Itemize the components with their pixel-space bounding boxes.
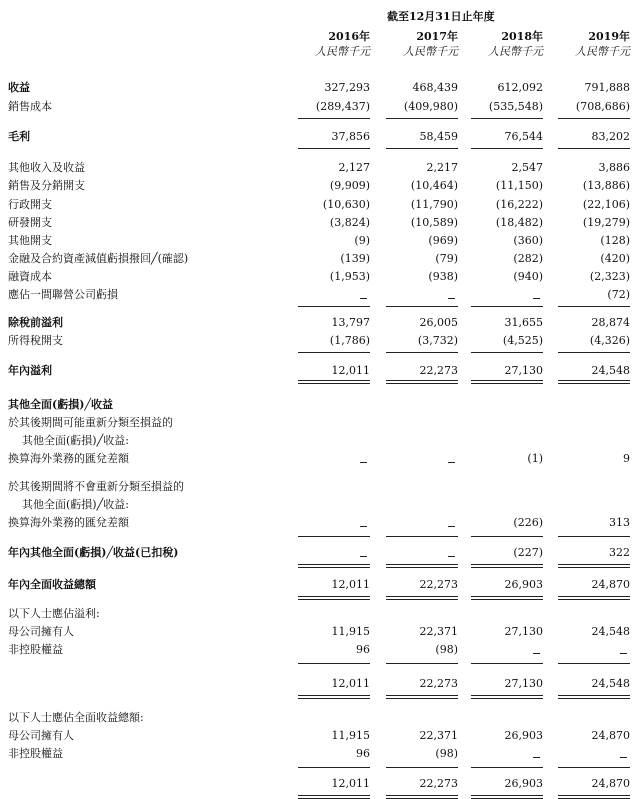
value-cell: 31,655: [504, 316, 543, 329]
double-rule: [386, 596, 458, 597]
double-rule: [386, 698, 458, 699]
value-cell: 27,130: [504, 677, 543, 690]
value-cell: (1,953): [329, 270, 370, 283]
single-rule: [298, 536, 370, 537]
single-rule: [471, 663, 543, 664]
row-label: 其他全面(虧損)╱收益:: [22, 498, 129, 511]
year-header: 2019年: [588, 30, 630, 43]
double-rule: [558, 383, 630, 384]
single-rule: [386, 148, 458, 149]
value-cell: (9,909): [329, 179, 370, 192]
period-caption: 截至12月31日止年度: [387, 10, 495, 23]
nil-dash: [448, 298, 455, 299]
row-label: 銷售及分銷開支: [8, 179, 85, 192]
double-rule: [471, 599, 543, 600]
value-cell: 24,870: [591, 777, 630, 790]
double-rule: [298, 698, 370, 699]
value-cell: (409,980): [403, 100, 458, 113]
value-cell: 58,459: [419, 130, 458, 143]
value-cell: (1,786): [329, 334, 370, 347]
double-rule: [386, 599, 458, 600]
year-header: 2018年: [501, 30, 543, 43]
value-cell: 24,870: [591, 578, 630, 591]
value-cell: 22,273: [419, 364, 458, 377]
value-cell: 12,011: [331, 578, 370, 591]
row-label: 其他全面(虧損)╱收益:: [22, 434, 129, 447]
single-rule: [471, 352, 543, 353]
value-cell: (19,279): [582, 216, 630, 229]
double-rule: [558, 564, 630, 565]
value-cell: (18,482): [495, 216, 543, 229]
double-rule: [298, 383, 370, 384]
double-rule: [386, 380, 458, 381]
single-rule: [386, 767, 458, 768]
value-cell: (360): [513, 234, 543, 247]
row-label: 行政開支: [8, 198, 52, 211]
value-cell: 3,886: [598, 161, 630, 174]
value-cell: (9): [354, 234, 370, 247]
value-cell: (3,732): [417, 334, 458, 347]
value-cell: (139): [340, 252, 370, 265]
value-cell: 2,547: [511, 161, 543, 174]
row-label: 以下人士應佔全面收益總額:: [8, 711, 144, 724]
value-cell: 468,439: [412, 81, 458, 94]
value-cell: 26,903: [504, 777, 543, 790]
double-rule: [558, 567, 630, 568]
double-rule: [386, 564, 458, 565]
double-rule: [471, 698, 543, 699]
value-cell: (708,686): [575, 100, 630, 113]
nil-dash: [448, 556, 455, 557]
unit-header: 人民幣千元: [315, 45, 370, 58]
single-rule: [298, 306, 370, 307]
value-cell: (128): [600, 234, 630, 247]
row-label: 年內其他全面(虧損)╱收益(已扣稅): [8, 546, 179, 559]
value-cell: (938): [428, 270, 458, 283]
value-cell: 791,888: [584, 81, 630, 94]
value-cell: (1): [527, 452, 543, 465]
value-cell: 26,903: [504, 578, 543, 591]
value-cell: 612,092: [497, 81, 543, 94]
value-cell: 22,273: [419, 677, 458, 690]
value-cell: 83,202: [591, 130, 630, 143]
double-rule: [471, 695, 543, 696]
nil-dash: [533, 298, 540, 299]
nil-dash: [360, 462, 367, 463]
double-rule: [386, 567, 458, 568]
value-cell: (289,437): [315, 100, 370, 113]
nil-dash: [360, 556, 367, 557]
value-cell: (535,548): [488, 100, 543, 113]
value-cell: (420): [600, 252, 630, 265]
single-rule: [386, 306, 458, 307]
value-cell: 22,371: [419, 729, 458, 742]
value-cell: 22,273: [419, 777, 458, 790]
value-cell: 9: [623, 452, 630, 465]
single-rule: [298, 663, 370, 664]
double-rule: [386, 795, 458, 796]
single-rule: [386, 352, 458, 353]
double-rule: [558, 695, 630, 696]
row-label: 除稅前溢利: [8, 316, 63, 329]
nil-dash: [620, 653, 627, 654]
value-cell: 24,548: [591, 677, 630, 690]
value-cell: 12,011: [331, 777, 370, 790]
double-rule: [386, 695, 458, 696]
row-label: 以下人士應佔溢利:: [8, 607, 100, 620]
row-label: 研發開支: [8, 216, 52, 229]
row-label: 所得稅開支: [8, 334, 63, 347]
double-rule: [558, 380, 630, 381]
single-rule: [471, 306, 543, 307]
row-label: 於其後期間可能重新分類至損益的: [8, 416, 173, 429]
nil-dash: [360, 298, 367, 299]
value-cell: 27,130: [504, 625, 543, 638]
single-rule: [471, 118, 543, 119]
row-label: 年內全面收益總額: [8, 578, 96, 591]
value-cell: 24,548: [591, 625, 630, 638]
value-cell: (79): [435, 252, 458, 265]
nil-dash: [360, 526, 367, 527]
value-cell: (4,525): [502, 334, 543, 347]
value-cell: (282): [513, 252, 543, 265]
value-cell: 322: [609, 546, 630, 559]
nil-dash: [620, 757, 627, 758]
year-header: 2016年: [328, 30, 370, 43]
nil-dash: [533, 757, 540, 758]
value-cell: (2,323): [589, 270, 630, 283]
double-rule: [558, 795, 630, 796]
value-cell: (98): [435, 747, 458, 760]
single-rule: [386, 536, 458, 537]
value-cell: 96: [356, 643, 370, 656]
value-cell: 96: [356, 747, 370, 760]
value-cell: (3,824): [329, 216, 370, 229]
year-header: 2017年: [416, 30, 458, 43]
value-cell: 37,856: [331, 130, 370, 143]
row-label: 非控股權益: [8, 747, 63, 760]
value-cell: (98): [435, 643, 458, 656]
row-label: 非控股權益: [8, 643, 63, 656]
single-rule: [298, 148, 370, 149]
row-label: 銷售成本: [8, 100, 52, 113]
value-cell: (22,106): [582, 198, 630, 211]
nil-dash: [533, 653, 540, 654]
single-rule: [558, 118, 630, 119]
value-cell: 26,005: [419, 316, 458, 329]
value-cell: (10,630): [322, 198, 370, 211]
value-cell: (10,589): [410, 216, 458, 229]
value-cell: 11,915: [331, 729, 370, 742]
row-label: 應佔一間聯營公司虧損: [8, 288, 118, 301]
single-rule: [298, 352, 370, 353]
value-cell: (72): [607, 288, 630, 301]
value-cell: (969): [428, 234, 458, 247]
row-label: 其他收入及收益: [8, 161, 85, 174]
double-rule: [471, 380, 543, 381]
double-rule: [298, 380, 370, 381]
single-rule: [471, 536, 543, 537]
value-cell: (227): [513, 546, 543, 559]
row-label: 換算海外業務的匯兌差額: [8, 452, 129, 465]
value-cell: 13,797: [331, 316, 370, 329]
single-rule: [298, 767, 370, 768]
double-rule: [558, 599, 630, 600]
value-cell: (11,150): [495, 179, 543, 192]
value-cell: (16,222): [495, 198, 543, 211]
double-rule: [471, 567, 543, 568]
row-label: 母公司擁有人: [8, 729, 74, 742]
unit-header: 人民幣千元: [488, 45, 543, 58]
value-cell: (13,886): [582, 179, 630, 192]
row-label: 換算海外業務的匯兌差額: [8, 516, 129, 529]
double-rule: [471, 795, 543, 796]
row-label: 融資成本: [8, 270, 52, 283]
double-rule: [298, 795, 370, 796]
single-rule: [471, 148, 543, 149]
value-cell: (11,790): [410, 198, 458, 211]
row-label: 母公司擁有人: [8, 625, 74, 638]
double-rule: [471, 564, 543, 565]
row-label: 毛利: [8, 130, 30, 143]
value-cell: 26,903: [504, 729, 543, 742]
value-cell: 313: [609, 516, 630, 529]
single-rule: [558, 352, 630, 353]
unit-header: 人民幣千元: [403, 45, 458, 58]
single-rule: [558, 148, 630, 149]
double-rule: [298, 599, 370, 600]
unit-header: 人民幣千元: [575, 45, 630, 58]
value-cell: 12,011: [331, 364, 370, 377]
value-cell: 327,293: [324, 81, 370, 94]
single-rule: [386, 118, 458, 119]
nil-dash: [448, 462, 455, 463]
double-rule: [298, 564, 370, 565]
double-rule: [298, 567, 370, 568]
double-rule: [298, 596, 370, 597]
single-rule: [386, 663, 458, 664]
value-cell: 12,011: [331, 677, 370, 690]
double-rule: [471, 596, 543, 597]
nil-dash: [448, 526, 455, 527]
value-cell: 2,217: [426, 161, 458, 174]
single-rule: [298, 118, 370, 119]
value-cell: (940): [513, 270, 543, 283]
row-label: 金融及合約資產減值虧損撥回╱(確認): [8, 252, 189, 265]
value-cell: 24,548: [591, 364, 630, 377]
row-label: 於其後期間將不會重新分類至損益的: [8, 480, 184, 493]
value-cell: 22,371: [419, 625, 458, 638]
value-cell: 24,870: [591, 729, 630, 742]
value-cell: (4,326): [589, 334, 630, 347]
value-cell: (226): [513, 516, 543, 529]
row-label: 年內溢利: [8, 364, 52, 377]
single-rule: [558, 663, 630, 664]
single-rule: [558, 767, 630, 768]
double-rule: [558, 596, 630, 597]
value-cell: 11,915: [331, 625, 370, 638]
double-rule: [558, 698, 630, 699]
value-cell: 2,127: [338, 161, 370, 174]
row-label: 其他開支: [8, 234, 52, 247]
double-rule: [386, 383, 458, 384]
value-cell: 76,544: [504, 130, 543, 143]
double-rule: [298, 695, 370, 696]
value-cell: 22,273: [419, 578, 458, 591]
single-rule: [471, 767, 543, 768]
double-rule: [471, 383, 543, 384]
single-rule: [558, 536, 630, 537]
row-label: 其他全面(虧損)╱收益: [8, 398, 114, 411]
value-cell: (10,464): [410, 179, 458, 192]
row-label: 收益: [8, 81, 30, 94]
value-cell: 27,130: [504, 364, 543, 377]
value-cell: 28,874: [591, 316, 630, 329]
single-rule: [558, 306, 630, 307]
